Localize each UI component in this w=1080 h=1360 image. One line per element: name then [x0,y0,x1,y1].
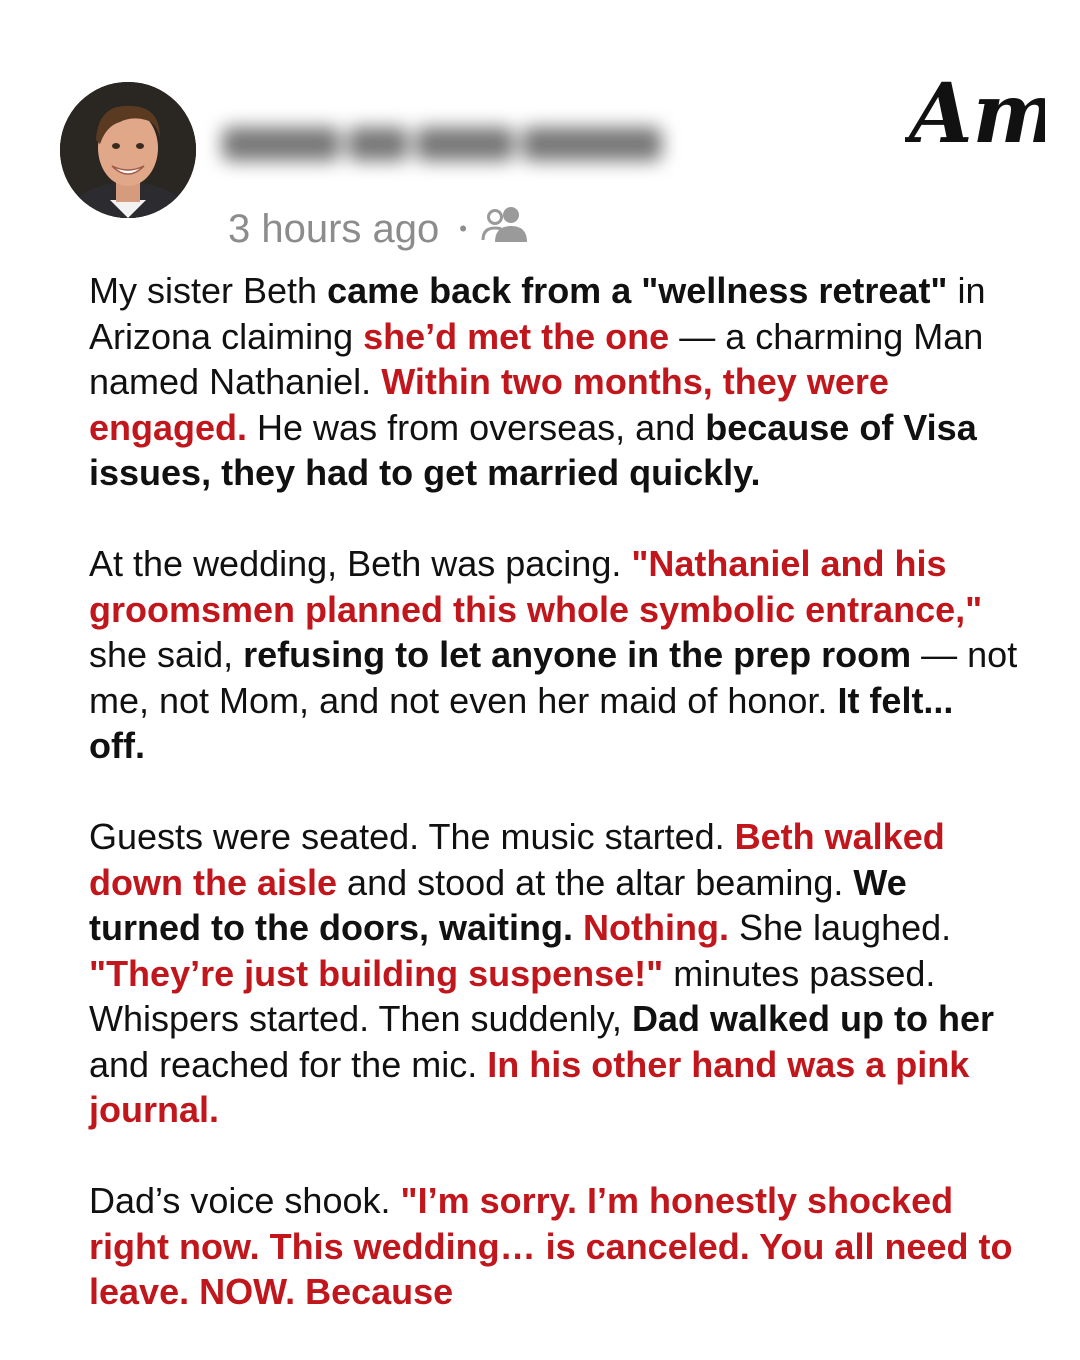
body-text: — a charming Man named Nathaniel. [89,315,984,402]
friends-icon[interactable] [481,204,529,254]
body-text: Guests were seated. The music started. [89,816,735,857]
body-text: minutes passed. Whispers started. Then suddenly, [89,952,936,1039]
body-text [573,907,583,948]
bold-text: It felt... off. [89,679,954,766]
amomama-logo [905,60,1045,160]
highlight-text: Beth walked down the aisle [89,816,945,903]
post-paragraph-4 [89,1178,1019,1315]
bold-text: came back from a "wellness retreat" [327,270,948,311]
highlight-text: "I’m sorry. I’m honestly shocked right now. This wedding… is canceled. You all need to leave. NOW. Because [89,1180,1013,1312]
highlight-text: Within two months, they were engaged. [89,361,889,448]
post-body [89,268,1019,1360]
bold-text: Dad walked up to her [631,998,994,1039]
body-text: — not me, not Mom, and not even her maid of honor. [89,634,1018,721]
post-paragraph-2 [89,541,1019,769]
body-text: At the wedding, Beth was pacing. [89,543,632,584]
body-text: My sister Beth [89,270,328,311]
highlight-text: "Nathaniel and his groomsmen planned this whole symbolic entrance," [89,543,983,630]
body-text: and reached for the mic. [89,1043,488,1085]
body-text: He was from overseas, and [247,406,706,448]
logo-text: Am [909,66,1045,160]
post-paragraph-3 [89,814,1019,1133]
username-blurred[interactable] [222,122,662,166]
body-text: in Arizona claiming [89,270,986,357]
highlight-text: Nothing. [583,907,729,948]
post-paragraph-1 [89,268,1019,496]
bold-text: We turned to the doors, waiting. [89,861,907,948]
body-text: she said, [89,634,244,675]
body-text: Dad’s voice shook. [89,1180,401,1221]
body-text: and stood at the altar beaming. [337,861,854,903]
meta-separator: • [459,216,467,241]
highlight-text: she’d met the one [363,315,670,357]
post-meta [228,204,529,254]
bold-text: refusing to let anyone in the prep room [243,634,912,675]
highlight-text: "They’re just building suspense!" [89,952,664,994]
avatar[interactable] [60,82,196,218]
bold-text: because of Visa issues, they had to get married quickly. [89,406,977,493]
highlight-text: In his other hand was a pink journal. [89,1043,970,1130]
body-text: She laughed. [728,907,952,948]
timestamp[interactable]: 3 hours ago [228,206,440,251]
